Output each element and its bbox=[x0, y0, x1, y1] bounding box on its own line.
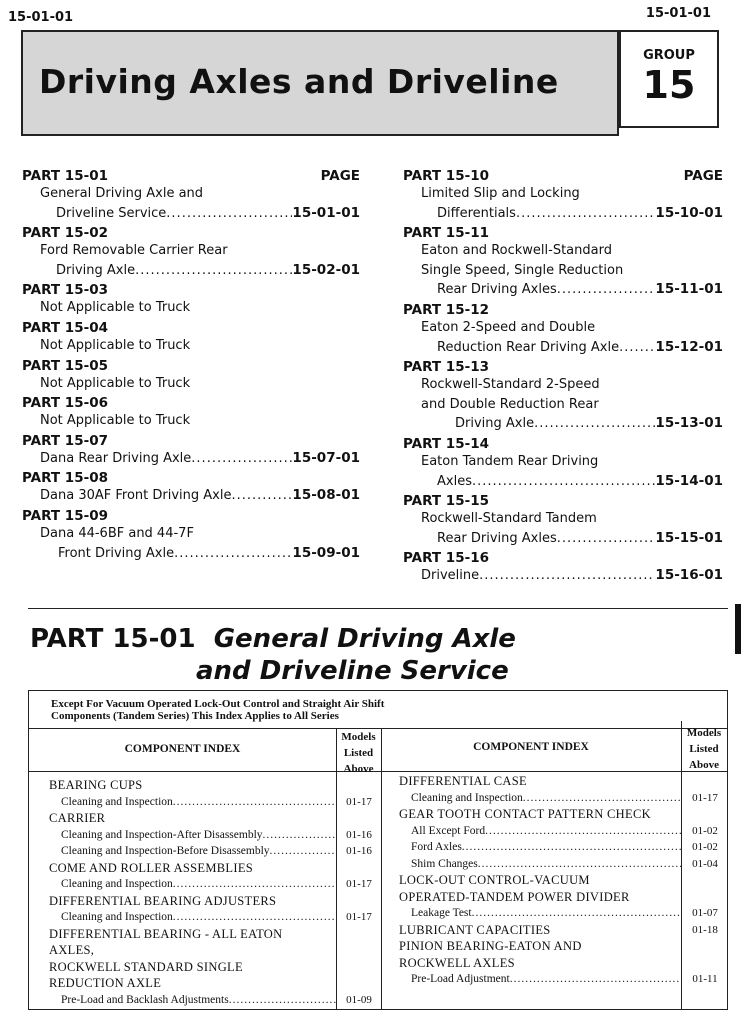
toc-entry-line: Not Applicable to Truck bbox=[40, 375, 191, 391]
toc-entry-leader bbox=[403, 529, 723, 549]
index-page: 01-09 bbox=[346, 993, 372, 1006]
leader-dots bbox=[462, 839, 682, 856]
index-heading: ROCKWELL STANDARD SINGLE bbox=[49, 959, 243, 974]
leader-dots bbox=[557, 280, 656, 300]
toc-entry-text: Driveline bbox=[421, 568, 480, 584]
toc-entry-line: Eaton and Rockwell-Standard bbox=[421, 243, 612, 259]
index-left-entries bbox=[49, 777, 382, 1008]
toc-entry-leader bbox=[22, 486, 360, 506]
section-divider bbox=[28, 608, 728, 609]
toc-left-column bbox=[22, 168, 360, 563]
toc-entry-leader bbox=[403, 414, 723, 434]
leader-dots bbox=[135, 261, 292, 281]
toc-entry-text: Rear Driving Axles bbox=[437, 282, 557, 298]
index-subentry-text: Cleaning and Inspection-After Disassembly bbox=[61, 828, 263, 841]
toc-part-label: PART 15-02 bbox=[22, 225, 108, 242]
toc-part-label: PART 15-10 bbox=[403, 168, 489, 184]
index-heading: OPERATED-TANDEM POWER DIVIDER bbox=[399, 889, 630, 904]
leader-dots bbox=[270, 843, 336, 860]
toc-part-label: PART 15-05 bbox=[22, 357, 108, 374]
index-heading-row bbox=[399, 922, 728, 939]
index-subentry-text: Cleaning and Inspection bbox=[411, 791, 523, 804]
leader-dots bbox=[557, 529, 656, 549]
leader-dots bbox=[263, 827, 336, 844]
index-subentry bbox=[399, 971, 728, 988]
toc-entry-page: 15-01-01 bbox=[292, 204, 360, 221]
toc-entry-page: 15-15-01 bbox=[655, 529, 723, 546]
toc-entry-page: 15-12-01 bbox=[655, 338, 723, 355]
index-page: 01-18 bbox=[692, 923, 718, 936]
index-heading: DIFFERENTIAL CASE bbox=[399, 774, 527, 788]
index-subentry-text: Pre-Load and Backlash Adjustments bbox=[61, 993, 229, 1006]
toc-entry-leader bbox=[403, 280, 723, 300]
models-header-right: Models Listed Above bbox=[686, 727, 722, 771]
toc-entry-leader bbox=[22, 261, 360, 281]
title-banner bbox=[21, 30, 619, 136]
index-subentry-text: Leakage Test bbox=[411, 907, 472, 919]
leader-dots bbox=[510, 971, 682, 988]
index-heading: CARRIER bbox=[49, 811, 106, 825]
index-subentry-text: Shim Changes bbox=[411, 857, 478, 870]
index-note-line2: Components (Tandem Series) This Index Applies to All Series bbox=[51, 710, 339, 722]
index-heading: GEAR TOOTH CONTACT PATTERN CHECK bbox=[399, 807, 651, 821]
toc-part-label: PART 15-15 bbox=[403, 493, 489, 510]
index-subentry bbox=[399, 856, 728, 873]
toc-part-label: PART 15-06 bbox=[22, 395, 108, 412]
toc-entry-page: 15-11-01 bbox=[655, 281, 723, 298]
edge-tab-marker bbox=[735, 604, 741, 654]
page-title: Driving Axles and Driveline bbox=[39, 62, 559, 101]
toc-entry-leader bbox=[22, 544, 360, 564]
index-page: 01-02 bbox=[692, 824, 718, 837]
page-number-right: 15-01-01 bbox=[645, 6, 711, 21]
index-heading: COME AND ROLLER ASSEMBLIES bbox=[49, 860, 254, 875]
toc-part-label: PART 15-09 bbox=[22, 507, 108, 524]
toc-entry-line: Rockwell-Standard Tandem bbox=[421, 511, 597, 527]
toc-entry-line: Eaton Tandem Rear Driving bbox=[421, 453, 599, 469]
toc-entry-page: 15-10-01 bbox=[655, 204, 723, 221]
toc-entry-leader bbox=[403, 338, 723, 358]
leader-dots bbox=[523, 790, 682, 807]
index-subentry bbox=[399, 839, 728, 856]
section-part: PART 15-01 bbox=[30, 624, 196, 654]
toc-entry-line: General Driving Axle and bbox=[40, 186, 204, 201]
index-heading: ROCKWELL AXLES bbox=[399, 955, 515, 970]
index-page: 01-17 bbox=[346, 911, 372, 923]
toc-page-label: PAGE bbox=[683, 168, 723, 184]
index-page: 01-17 bbox=[346, 878, 372, 890]
toc-entry-leader bbox=[22, 204, 360, 224]
toc-entry-page: 15-13-01 bbox=[655, 415, 723, 432]
models-header-left: Models Listed Above bbox=[341, 731, 376, 775]
index-subentry bbox=[49, 876, 382, 893]
toc-entry-line: Rockwell-Standard 2-Speed bbox=[421, 377, 600, 393]
toc-part-label: PART 15-08 bbox=[22, 470, 108, 487]
toc-entry-text: Dana 30AF Front Driving Axle bbox=[40, 488, 232, 504]
toc-part-header bbox=[22, 168, 360, 184]
leader-dots bbox=[173, 909, 336, 926]
index-subentry bbox=[49, 843, 382, 860]
index-page: 01-16 bbox=[346, 828, 372, 841]
leader-dots bbox=[231, 486, 292, 506]
index-spacer bbox=[551, 922, 682, 939]
toc-entry-leader bbox=[403, 204, 723, 224]
toc-entry-text: Rear Driving Axles bbox=[437, 530, 557, 546]
toc-entry-text: Front Driving Axle bbox=[58, 545, 175, 561]
index-heading: LOCK-OUT CONTROL-VACUUM bbox=[399, 873, 590, 887]
index-subentry bbox=[399, 790, 728, 807]
toc-entry-line: Not Applicable to Truck bbox=[40, 300, 191, 316]
leader-dots bbox=[191, 449, 292, 469]
toc-entry-page: 15-08-01 bbox=[292, 487, 360, 504]
leader-dots bbox=[478, 856, 682, 873]
toc-part-header bbox=[403, 168, 723, 184]
toc-entry-line: Ford Removable Carrier Rear bbox=[40, 243, 228, 259]
group-number: 15 bbox=[642, 63, 696, 107]
toc-part-label: PART 15-14 bbox=[403, 435, 489, 452]
toc-entry-line: Not Applicable to Truck bbox=[40, 337, 191, 353]
toc-part-label: PART 15-01 bbox=[22, 168, 108, 184]
toc-entry-leader bbox=[403, 566, 723, 586]
component-index-table bbox=[28, 690, 728, 1010]
leader-dots bbox=[516, 204, 655, 224]
toc-entry-leader bbox=[22, 449, 360, 469]
index-heading: AXLES, bbox=[49, 943, 95, 957]
toc-part-label: PART 15-13 bbox=[403, 359, 489, 376]
toc-entry-line: Not Applicable to Truck bbox=[40, 413, 191, 429]
leader-dots bbox=[229, 992, 336, 1009]
index-page: 01-07 bbox=[692, 907, 718, 919]
section-title bbox=[30, 624, 516, 654]
toc-part-label: PART 15-16 bbox=[403, 550, 489, 567]
toc-entry-line: and Double Reduction Rear bbox=[421, 396, 599, 412]
index-note-line1: Except For Vacuum Operated Lock-Out Control and Straight Air Shift bbox=[51, 698, 385, 710]
toc-entry-leader bbox=[403, 472, 723, 492]
toc-entry-line: Dana 44-6BF and 44-7F bbox=[40, 525, 194, 541]
index-heading: PINION BEARING-EATON AND bbox=[399, 939, 582, 953]
index-page: 01-04 bbox=[692, 857, 718, 870]
index-page: 01-17 bbox=[346, 795, 372, 808]
component-index-header-right: COMPONENT INDEX bbox=[473, 741, 589, 753]
page-number-left: 15-01-01 bbox=[8, 10, 74, 25]
index-subentry bbox=[399, 905, 728, 922]
toc-entry-page: 15-02-01 bbox=[292, 261, 360, 278]
index-subentry bbox=[49, 909, 382, 926]
section-title-line1: General Driving Axle bbox=[213, 624, 516, 654]
toc-entry-line: Single Speed, Single Reduction bbox=[421, 262, 624, 278]
index-subentry-text: All Except Ford bbox=[411, 824, 486, 837]
index-subentry-text: Pre-Load Adjustment bbox=[411, 973, 510, 985]
toc-page-label: PAGE bbox=[320, 168, 360, 184]
toc-part-label: PART 15-12 bbox=[403, 301, 489, 318]
leader-dots bbox=[472, 905, 682, 922]
leader-dots bbox=[534, 414, 655, 434]
toc-entry-text: Reduction Rear Driving Axle bbox=[437, 339, 620, 355]
index-heading: DIFFERENTIAL BEARING ADJUSTERS bbox=[49, 893, 277, 908]
index-page: 01-02 bbox=[692, 841, 718, 853]
toc-part-label: PART 15-04 bbox=[22, 319, 108, 336]
index-subentry bbox=[49, 827, 382, 844]
group-box bbox=[619, 30, 719, 128]
leader-dots bbox=[173, 876, 336, 893]
index-subentry-text: Cleaning and Inspection bbox=[61, 878, 173, 890]
toc-part-label: PART 15-07 bbox=[22, 432, 108, 449]
index-heading: DIFFERENTIAL BEARING - ALL EATON bbox=[49, 926, 283, 941]
index-subentry-text: Cleaning and Inspection bbox=[61, 911, 173, 923]
toc-entry-text: Axles bbox=[437, 473, 472, 489]
group-label: GROUP bbox=[643, 48, 695, 63]
leader-dots bbox=[472, 472, 655, 492]
toc-entry-text: Differentials bbox=[437, 205, 516, 221]
index-subentry-text: Cleaning and Inspection bbox=[61, 795, 173, 808]
toc-entry-page: 15-09-01 bbox=[292, 544, 360, 561]
index-subentry bbox=[49, 992, 382, 1009]
leader-dots bbox=[485, 823, 682, 840]
toc-right-column bbox=[403, 168, 723, 586]
index-right-entries bbox=[399, 773, 728, 988]
index-subentry-text: Cleaning and Inspection-Before Disassembly bbox=[61, 845, 270, 857]
index-note bbox=[51, 698, 384, 722]
section-title-line2: and Driveline Service bbox=[196, 656, 509, 686]
toc-entry-page: 15-07-01 bbox=[292, 449, 360, 466]
component-index-header-left: COMPONENT INDEX bbox=[124, 743, 241, 755]
index-subentry bbox=[49, 794, 382, 811]
index-page: 01-17 bbox=[692, 791, 718, 804]
toc-part-label: PART 15-11 bbox=[403, 225, 489, 242]
toc-entry-line: Limited Slip and Locking bbox=[421, 186, 580, 201]
leader-dots bbox=[619, 338, 655, 358]
index-subentry bbox=[399, 823, 728, 840]
index-heading: REDUCTION AXLE bbox=[49, 976, 162, 990]
index-heading: LUBRICANT CAPACITIES bbox=[399, 922, 551, 937]
toc-entry-text: Dana Rear Driving Axle bbox=[40, 450, 192, 466]
toc-entry-text: Driving Axle bbox=[455, 416, 535, 432]
index-page: 01-16 bbox=[346, 845, 372, 857]
leader-dots bbox=[166, 204, 292, 224]
index-subentry-text: Ford Axles bbox=[411, 841, 462, 853]
toc-entry-page: 15-16-01 bbox=[655, 567, 723, 584]
toc-part-label: PART 15-03 bbox=[22, 282, 108, 299]
toc-entry-page: 15-14-01 bbox=[655, 472, 723, 489]
leader-dots bbox=[173, 794, 336, 811]
toc-entry-text: Driving Axle bbox=[56, 262, 136, 278]
toc-entry-text: Driveline Service bbox=[56, 205, 167, 221]
index-page: 01-11 bbox=[692, 973, 718, 985]
leader-dots bbox=[174, 544, 292, 564]
leader-dots bbox=[479, 566, 655, 586]
index-heading: BEARING CUPS bbox=[49, 778, 143, 792]
toc-entry-line: Eaton 2-Speed and Double bbox=[421, 319, 596, 335]
